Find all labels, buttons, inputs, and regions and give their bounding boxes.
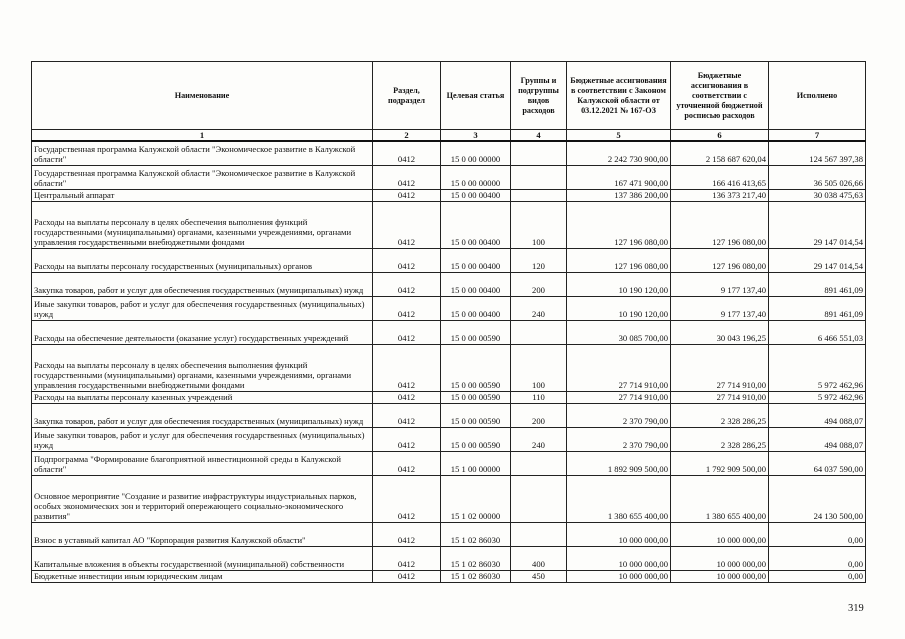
row-group: [511, 320, 567, 344]
table-row: [32, 522, 866, 546]
row-target: 15 0 00 00400: [441, 248, 511, 272]
row-section: 0412: [373, 165, 441, 189]
table-row: [32, 391, 866, 403]
row-target: 15 1 02 86030: [441, 522, 511, 546]
row-law-amount: 2 370 790,00: [567, 403, 671, 427]
column-number: 1: [32, 130, 373, 142]
header-name: Наименование: [32, 62, 373, 130]
column-number: 6: [671, 130, 769, 142]
row-revised-amount: 127 196 080,00: [671, 201, 769, 248]
row-target: 15 1 02 00000: [441, 475, 511, 522]
row-group: 450: [511, 570, 567, 582]
table-row: [32, 248, 866, 272]
row-target: 15 0 00 00590: [441, 391, 511, 403]
table-row: [32, 570, 866, 582]
row-group: [511, 451, 567, 475]
row-executed-amount: 0,00: [769, 546, 866, 570]
row-section: 0412: [373, 296, 441, 320]
row-target: 15 0 00 00590: [441, 320, 511, 344]
row-executed-amount: 494 088,07: [769, 427, 866, 451]
row-executed-amount: 24 130 500,00: [769, 475, 866, 522]
row-section: 0412: [373, 475, 441, 522]
table-row: [32, 546, 866, 570]
row-section: 0412: [373, 272, 441, 296]
row-executed-amount: 64 037 590,00: [769, 451, 866, 475]
row-law-amount: 10 000 000,00: [567, 522, 671, 546]
row-name: Подпрограмма "Формирование благоприятной инвестиционной среды в Калужской области": [32, 451, 373, 475]
row-group: [511, 522, 567, 546]
row-target: 15 1 00 00000: [441, 451, 511, 475]
table-row: [32, 189, 866, 201]
table-row: [32, 320, 866, 344]
row-section: 0412: [373, 522, 441, 546]
row-law-amount: 127 196 080,00: [567, 248, 671, 272]
column-number: 5: [567, 130, 671, 142]
header-executed: Исполнено: [769, 62, 866, 130]
row-target: 15 0 00 00400: [441, 189, 511, 201]
header-law: Бюджетные ассигнования в соответствии с Законом Калужской области от 03.12.2021 № 167-ОЗ: [567, 62, 671, 130]
row-executed-amount: 6 466 551,03: [769, 320, 866, 344]
row-group: 110: [511, 391, 567, 403]
row-law-amount: 27 714 910,00: [567, 391, 671, 403]
column-number: 4: [511, 130, 567, 142]
row-group: 100: [511, 201, 567, 248]
row-revised-amount: 1 792 909 500,00: [671, 451, 769, 475]
table-row: [32, 403, 866, 427]
row-executed-amount: 0,00: [769, 570, 866, 582]
header-row: [32, 62, 866, 130]
row-group: 240: [511, 427, 567, 451]
row-section: 0412: [373, 189, 441, 201]
row-revised-amount: 166 416 413,65: [671, 165, 769, 189]
row-target: 15 1 02 86030: [441, 546, 511, 570]
table-row: [32, 272, 866, 296]
column-number: 3: [441, 130, 511, 142]
row-executed-amount: 124 567 397,38: [769, 141, 866, 165]
budget-sheet: [31, 61, 865, 583]
row-executed-amount: 891 461,09: [769, 296, 866, 320]
row-group: 100: [511, 344, 567, 391]
row-target: 15 0 00 00590: [441, 344, 511, 391]
row-name: Государственная программа Калужской области "Экономическое развитие в Калужской области": [32, 165, 373, 189]
budget-table: [31, 61, 866, 583]
row-group: 120: [511, 248, 567, 272]
row-revised-amount: 9 177 137,40: [671, 296, 769, 320]
row-executed-amount: 0,00: [769, 522, 866, 546]
row-revised-amount: 10 000 000,00: [671, 570, 769, 582]
row-section: 0412: [373, 344, 441, 391]
row-law-amount: 30 085 700,00: [567, 320, 671, 344]
table-row: [32, 296, 866, 320]
row-law-amount: 127 196 080,00: [567, 201, 671, 248]
row-revised-amount: 10 000 000,00: [671, 522, 769, 546]
header-revised: Бюджетные ассигнования в соответствии с уточненной бюджетной росписью расходов: [671, 62, 769, 130]
column-number: 7: [769, 130, 866, 142]
row-section: 0412: [373, 546, 441, 570]
row-name: Бюджетные инвестиции иным юридическим лицам: [32, 570, 373, 582]
row-revised-amount: 30 043 196,25: [671, 320, 769, 344]
row-group: [511, 141, 567, 165]
row-section: 0412: [373, 451, 441, 475]
table-row: [32, 427, 866, 451]
row-target: 15 0 00 00590: [441, 403, 511, 427]
row-revised-amount: 127 196 080,00: [671, 248, 769, 272]
row-target: 15 0 00 00400: [441, 296, 511, 320]
row-executed-amount: 29 147 014,54: [769, 248, 866, 272]
row-executed-amount: 5 972 462,96: [769, 344, 866, 391]
table-row: [32, 141, 866, 165]
table-row: [32, 451, 866, 475]
row-executed-amount: 5 972 462,96: [769, 391, 866, 403]
header-groups: Группы и подгруппы видов расходов: [511, 62, 567, 130]
row-executed-amount: 891 461,09: [769, 272, 866, 296]
header-section: Раздел, подраздел: [373, 62, 441, 130]
row-revised-amount: 2 328 286,25: [671, 403, 769, 427]
row-section: 0412: [373, 403, 441, 427]
row-target: 15 0 00 00590: [441, 427, 511, 451]
row-executed-amount: 36 505 026,66: [769, 165, 866, 189]
column-number: 2: [373, 130, 441, 142]
row-group: 200: [511, 272, 567, 296]
row-name: Закупка товаров, работ и услуг для обеспечения государственных (муниципальных) нужд: [32, 403, 373, 427]
row-section: 0412: [373, 570, 441, 582]
row-section: 0412: [373, 391, 441, 403]
table-row: [32, 201, 866, 248]
row-revised-amount: 136 373 217,40: [671, 189, 769, 201]
row-revised-amount: 27 714 910,00: [671, 391, 769, 403]
row-section: 0412: [373, 248, 441, 272]
row-name: Основное мероприятие "Создание и развитие инфраструктуры индустриальных парков, особых экономических зон и территорий опережающего социально-экономического развития": [32, 475, 373, 522]
row-section: 0412: [373, 320, 441, 344]
row-target: 15 0 00 00000: [441, 141, 511, 165]
row-executed-amount: 494 088,07: [769, 403, 866, 427]
row-law-amount: 10 190 120,00: [567, 296, 671, 320]
row-law-amount: 27 714 910,00: [567, 344, 671, 391]
row-section: 0412: [373, 427, 441, 451]
row-revised-amount: 2 328 286,25: [671, 427, 769, 451]
row-revised-amount: 9 177 137,40: [671, 272, 769, 296]
row-name: Взнос в уставный капитал АО "Корпорация развития Калужской области": [32, 522, 373, 546]
row-name: Центральный аппарат: [32, 189, 373, 201]
row-executed-amount: 30 038 475,63: [769, 189, 866, 201]
row-target: 15 0 00 00000: [441, 165, 511, 189]
row-law-amount: 1 380 655 400,00: [567, 475, 671, 522]
column-number-row: [32, 130, 866, 142]
row-name: Расходы на выплаты персоналу в целях обеспечения выполнения функций государственными (муниципальными) органами, казенными учреждениями, органами управления государственными внебюджетными фондами: [32, 201, 373, 248]
row-name: Иные закупки товаров, работ и услуг для обеспечения государственных (муниципальных) нужд: [32, 296, 373, 320]
row-law-amount: 10 000 000,00: [567, 570, 671, 582]
row-law-amount: 137 386 200,00: [567, 189, 671, 201]
table-row: [32, 344, 866, 391]
row-target: 15 0 00 00400: [441, 272, 511, 296]
row-section: 0412: [373, 141, 441, 165]
row-name: Иные закупки товаров, работ и услуг для обеспечения государственных (муниципальных) нужд: [32, 427, 373, 451]
row-group: [511, 475, 567, 522]
row-law-amount: 2 242 730 900,00: [567, 141, 671, 165]
page-number: 319: [848, 603, 864, 614]
row-name: Расходы на выплаты персоналу в целях обеспечения выполнения функций государственными (муниципальными) органами, казенными учреждениями, органами управления государственными внебюджетными фондами: [32, 344, 373, 391]
row-target: 15 1 02 86030: [441, 570, 511, 582]
row-name: Закупка товаров, работ и услуг для обеспечения государственных (муниципальных) нужд: [32, 272, 373, 296]
row-group: 200: [511, 403, 567, 427]
row-revised-amount: 27 714 910,00: [671, 344, 769, 391]
row-name: Расходы на выплаты персоналу казенных учреждений: [32, 391, 373, 403]
row-group: 240: [511, 296, 567, 320]
row-law-amount: 2 370 790,00: [567, 427, 671, 451]
row-target: 15 0 00 00400: [441, 201, 511, 248]
row-name: Расходы на выплаты персоналу государственных (муниципальных) органов: [32, 248, 373, 272]
row-law-amount: 167 471 900,00: [567, 165, 671, 189]
row-law-amount: 10 000 000,00: [567, 546, 671, 570]
row-revised-amount: 1 380 655 400,00: [671, 475, 769, 522]
row-name: Капитальные вложения в объекты государственной (муниципальной) собственности: [32, 546, 373, 570]
row-law-amount: 10 190 120,00: [567, 272, 671, 296]
row-law-amount: 1 892 909 500,00: [567, 451, 671, 475]
row-name: Государственная программа Калужской области "Экономическое развитие в Калужской области": [32, 141, 373, 165]
table-row: [32, 475, 866, 522]
row-group: 400: [511, 546, 567, 570]
header-target: Целевая статья: [441, 62, 511, 130]
row-group: [511, 189, 567, 201]
row-section: 0412: [373, 201, 441, 248]
row-revised-amount: 10 000 000,00: [671, 546, 769, 570]
row-executed-amount: 29 147 014,54: [769, 201, 866, 248]
row-revised-amount: 2 158 687 620,04: [671, 141, 769, 165]
row-group: [511, 165, 567, 189]
row-name: Расходы на обеспечение деятельности (оказание услуг) государственных учреждений: [32, 320, 373, 344]
table-row: [32, 165, 866, 189]
